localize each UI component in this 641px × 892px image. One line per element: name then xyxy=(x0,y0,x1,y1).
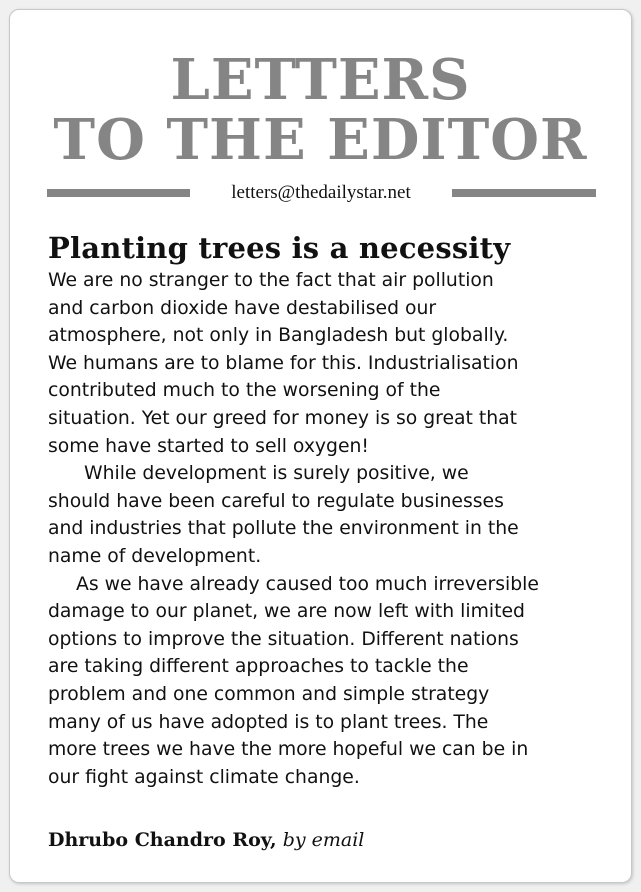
body-line: options to improve the situation. Different nations xyxy=(48,628,519,650)
body-line: While development is surely positive, we xyxy=(84,463,469,485)
body-line: contributed much to the worsening of the xyxy=(48,380,441,402)
masthead-title-line1: LETTERS xyxy=(170,47,471,113)
submission-method: by email xyxy=(282,829,365,851)
body-line: problem and one common and simple strategy xyxy=(48,683,490,705)
divider-left xyxy=(47,189,190,197)
editor-email: letters@thedailystar.net xyxy=(231,182,411,203)
divider-right xyxy=(452,189,596,197)
email-rule-row xyxy=(47,182,596,204)
masthead-title-line2: TO THE EDITOR xyxy=(53,107,588,173)
body-line: more trees we have the more hopeful we can be in xyxy=(48,739,529,761)
body-line: damage to our planet, we are now left with limited xyxy=(48,601,525,623)
body-line: As we have already caused too much irreversible xyxy=(76,573,539,595)
body-line: many of us have adopted is to plant trees. The xyxy=(48,711,489,733)
body-line: and industries that pollute the environment in the xyxy=(48,518,519,540)
body-line: our fight against climate change. xyxy=(48,766,360,788)
body-line: atmosphere, not only in Bangladesh but globally. xyxy=(48,325,509,347)
letter-card xyxy=(9,9,632,883)
letter-body xyxy=(48,267,608,791)
body-line: We are no stranger to the fact that air pollution xyxy=(48,270,494,291)
body-line: are taking different approaches to tackle the xyxy=(48,656,469,678)
body-line: should have been careful to regulate businesses xyxy=(48,490,504,512)
body-line: We humans are to blame for this. Industrialisation xyxy=(48,352,519,374)
body-line: and carbon dioxide have destabilised our xyxy=(48,297,437,319)
body-line: situation. Yet our greed for money is so great that xyxy=(48,407,517,429)
letter-signature xyxy=(48,827,364,853)
body-line: name of development. xyxy=(48,545,262,567)
body-line: some have started to sell oxygen! xyxy=(48,435,369,457)
letter-headline: Planting trees is a necessity xyxy=(48,231,511,265)
author-name: Dhrubo Chandro Roy, xyxy=(48,829,277,851)
